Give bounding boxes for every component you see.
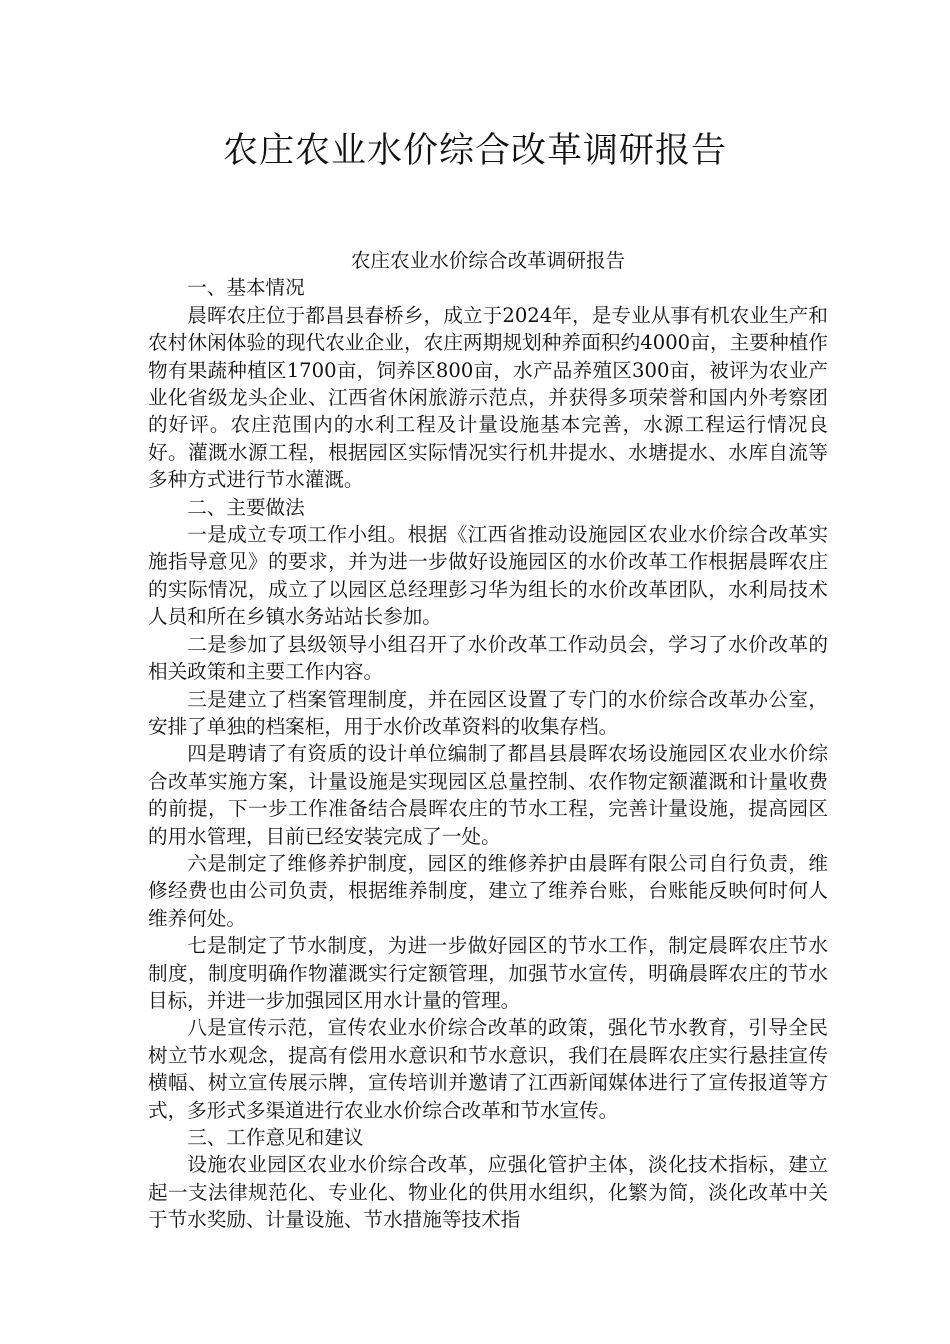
paragraph-practice-8: 八是宣传示范，宣传农业水价综合改革的政策，强化节水教育，引导全民树立节水观念，提高有偿用水意识和节水意识，我们在晨晖农庄实行悬挂宣传横幅、树立宣传展示牌，宣传培训并邀请了江西新闻媒体进行了宣传报道等方式，多形式多渠道进行农业水价综合改革和节水宣传。 [148,1016,828,1122]
paragraph-basic-situation: 晨晖农庄位于都昌县春桥乡，成立于2024年，是专业从事有机农业生产和农村休闲体验的现代农业企业，农庄两期规划种养面积约4000亩，主要种植作物有果蔬种植区1700亩，饲养区800亩，水产品养殖区300亩，被评为农业产业化省级龙头企业、江西省休闲旅游示范点，并获得多项荣誉和国内外考察团的好评。农庄范围内的水利工程及计量设施基本完善，水源工程运行情况良好。灌溉水源工程，根据园区实际情况实行机井提水、水塘提水、水库自流等多种方式进行节水灌溉。 [148,303,828,492]
document-body [148,247,828,1234]
paragraph-practice-4: 四是聘请了有资质的设计单位编制了都昌县晨晖农场设施园区农业水价综合改革实施方案，计量设施是实现园区总量控制、农作物定额灌溉和计量收费的前提，下一步工作准备结合晨晖农庄的节水工程，完善计量设施，提高园区的用水管理，目前已经安装完成了一处。 [148,742,828,848]
section-heading-basic: 一、基本情况 [187,276,305,300]
document-subtitle: 农庄农业水价综合改革调研报告 [350,249,626,272]
paragraph-practice-7: 七是制定了节水制度，为进一步做好园区的节水工作，制定晨晖农庄节水制度，制度明确作物灌溉实行定额管理，加强节水宣传，明确晨晖农庄的节水目标，并进一步加强园区用水计量的管理。 [148,934,828,1012]
section-heading-practices: 二、主要做法 [187,495,305,519]
document-title: 农庄农业水价综合改革调研报告 [222,131,727,171]
paragraph-practice-3: 三是建立了档案管理制度，并在园区设置了专门的水价综合改革办公室，安排了单独的档案柜，用于水价改革资料的收集存档。 [148,687,828,738]
paragraph-practice-6: 六是制定了维修养护制度，园区的维修养护由晨晖有限公司自行负责，维修经费也由公司负责，根据维养制度，建立了维养台账，台账能反映何时何人维养何处。 [148,851,828,930]
paragraph-practice-1: 一是成立专项工作小组。根据《江西省推动设施园区农业水价综合改革实施指导意见》的要求，并为进一步做好设施园区的水价改革工作根据晨晖农庄的实际情况，成立了以园区总经理彭习华为组长的水价改革团队，水利局技术人员和所在乡镇水务站站长参加。 [148,523,828,629]
paragraph-suggestions: 设施农业园区农业水价综合改革，应强化管护主体，淡化技术指标，建立起一支法律规范化、专业化、物业化的供用水组织，化繁为简，淡化改革中关于节水奖励、计量设施、节水措施等技术指 [148,1153,828,1232]
paragraph-practice-2: 二是参加了县级领导小组召开了水价改革工作动员会，学习了水价改革的相关政策和主要工作内容。 [148,632,828,684]
section-heading-suggestions: 三、工作意见和建议 [187,1126,364,1149]
